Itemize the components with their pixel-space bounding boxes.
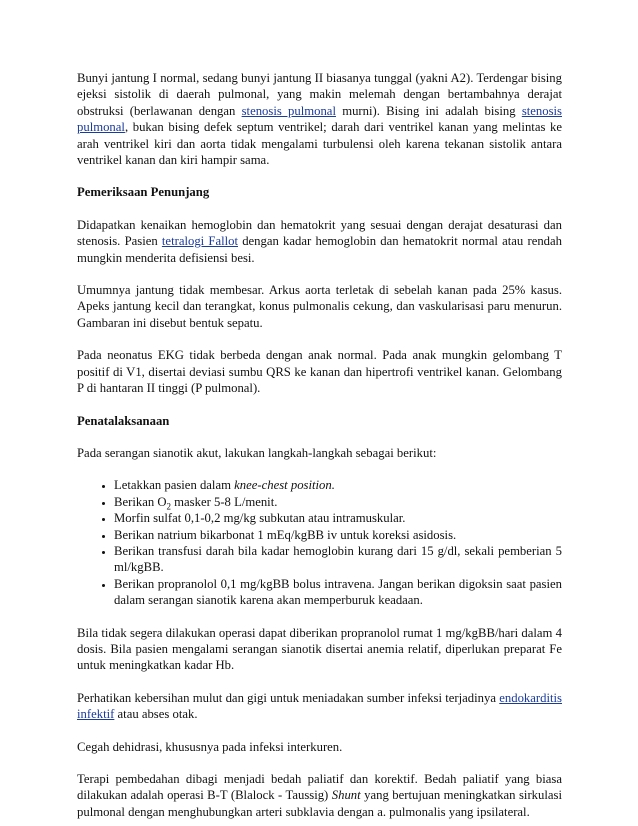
link-tetralogi-fallot[interactable]: tetralogi Fallot bbox=[161, 234, 238, 249]
paragraph-jantung-membesar: Umumnya jantung tidak membesar. Arkus aorta terletak di sebelah kanan pada 25% kasus. Apeks jantung kecil dan terangkat, konus pulmonalis cekung, dan vaskularisasi paru menurun. Gambaran ini disebut bentuk sepatu. bbox=[77, 283, 562, 330]
heading-pemeriksaan-penunjang: Pemeriksaan Penunjang bbox=[77, 185, 210, 200]
paragraph-ekg: Pada neonatus EKG tidak berbeda dengan anak normal. Pada anak mungkin gelombang T positif di V1, disertai deviasi sumbu QRS ke kanan dan hipertrofi ventrikel kanan. Gelombang P di hantaran II tinggi (P pulmonal). bbox=[77, 348, 562, 396]
text-segment: , bukan bising defek septum ventrikel; darah dari ventrikel kanan yang melintas ke arah ventrikel kiri dan aorta tidak mengalami turbulensi oleh karena tekanan sistolik antara ventrikel kanan dan kiri hampir sama. bbox=[77, 120, 562, 168]
list-item: • Berikan transfusi darah bila kadar hemoglobin kurang dari 15 g/dl, sekali pemberian 5 ml/kgBB. bbox=[114, 543, 562, 576]
list-item: • Berikan natrium bikarbonat 1 mEq/kgBB iv untuk koreksi asidosis. bbox=[114, 527, 562, 543]
text-segment: Letakkan pasien dalam bbox=[114, 478, 235, 493]
list-item: • Morfin sulfat 0,1-0,2 mg/kg subkutan atau intramuskular. bbox=[114, 510, 562, 526]
treatment-list bbox=[77, 477, 562, 608]
italic-term: Shunt bbox=[331, 788, 361, 803]
paragraph-dehidrasi: Cegah dehidrasi, khususnya pada infeksi interkuren. bbox=[77, 739, 343, 754]
link-endokarditis-infektif[interactable]: endokarditis infektif bbox=[77, 690, 562, 722]
italic-term: knee-chest position. bbox=[234, 478, 335, 493]
text-segment: Terapi pembedahan dibagi menjadi bedah paliatif dan korektif. Bedah paliatif yang biasa dilakukan adalah operasi B-T (Blalock - Taussig) bbox=[77, 772, 562, 803]
text-segment: yang bertujuan meningkatkan sirkulasi pulmonal dengan menghubungkan arteri subklavia dengan a. pulmonalis yang ipsilateral. bbox=[77, 788, 562, 819]
text-segment: masker 5-8 L/menit. bbox=[171, 494, 278, 509]
paragraph-hemoglobin bbox=[77, 217, 562, 266]
paragraph-serangan-sianotik: Pada serangan sianotik akut, lakukan langkah-langkah sebagai berikut: bbox=[77, 445, 437, 460]
paragraph-bunyi-jantung bbox=[77, 70, 562, 168]
link-stenosis-pulmonal[interactable]: stenosis pulmonal bbox=[241, 103, 336, 118]
paragraph-terapi-pembedahan bbox=[77, 771, 562, 820]
list-item bbox=[114, 494, 562, 510]
text-segment: Bunyi jantung I normal, sedang bunyi jantung II biasanya tunggal (yakni A2). Terdengar bising ejeksi sistolik di daerah pulmonal, yang makin melemah dengan bertambahnya derajat obstruksi (berlawanan dengan bbox=[77, 71, 562, 118]
subscript: 2 bbox=[166, 501, 171, 512]
text-segment: dengan kadar hemoglobin dan hematokrit normal atau rendah mungkin menderita defisiensi besi. bbox=[77, 234, 562, 265]
list-item: • Berikan propranolol 0,1 mg/kgBB bolus intravena. Jangan berikan digoksin saat pasien dalam serangan sianotik karena akan memperburuk keadaan. bbox=[114, 576, 562, 609]
text-segment: murni). Bising ini adalah bising bbox=[335, 103, 522, 118]
text-segment: Didapatkan kenaikan hemoglobin dan hematokrit yang sesuai dengan derajat desaturasi dan stenosis. Pasien bbox=[77, 217, 562, 249]
paragraph-kebersihan-mulut bbox=[77, 690, 562, 723]
text-segment: Berikan O bbox=[114, 494, 167, 509]
heading-penatalaksanaan: Penatalaksanaan bbox=[77, 413, 170, 428]
document-page bbox=[77, 70, 562, 820]
list-item bbox=[114, 477, 562, 493]
paragraph-propranolol-rumat: Bila tidak segera dilakukan operasi dapat diberikan propranolol rumat 1 mg/kgBB/hari dalam 4 dosis. Bila pasien mengalami serangan sianotik disertai anemia relatif, diperlukan preparat Fe untuk meningkatkan kadar Hb. bbox=[77, 625, 562, 673]
text-segment: Perhatikan kebersihan mulut dan gigi untuk meniadakan sumber infeksi terjadinya bbox=[77, 690, 500, 705]
text-segment: atau abses otak. bbox=[114, 707, 198, 722]
link-stenosis-pulmonal-2[interactable]: stenosis pulmonal bbox=[77, 103, 562, 135]
